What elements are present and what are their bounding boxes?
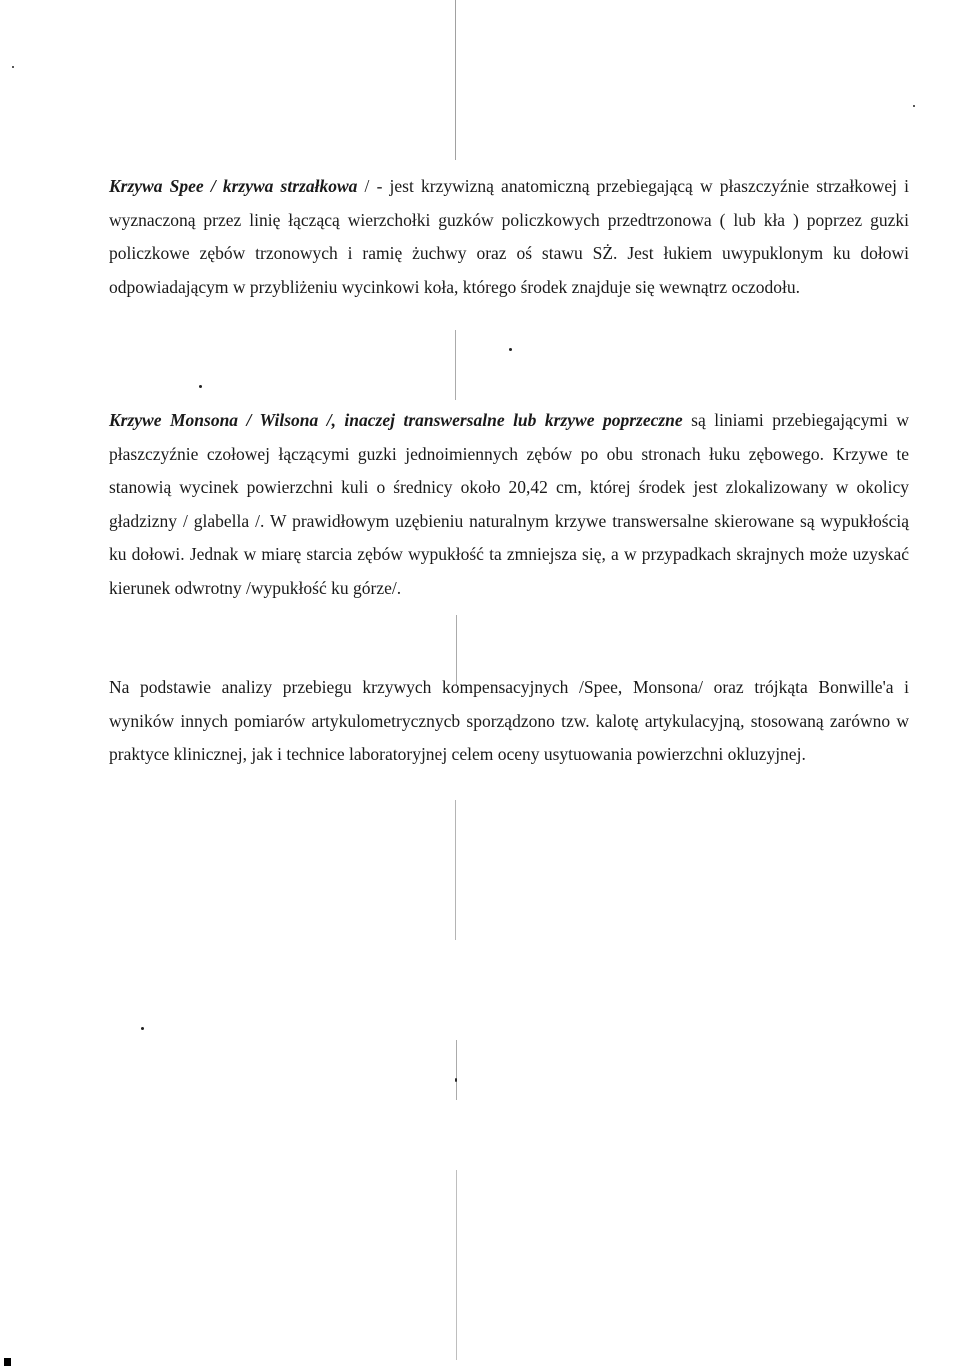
- paragraph-monsona: [109, 404, 909, 605]
- scan-artifact-dot: [141, 1027, 144, 1030]
- paragraph-text: są liniami przebiegającymi w płaszczyźnie czołowej łączącymi guzki jednoimiennych zębów po obu stronach łuku zębowego. Krzywe te stanowią wycinek powierzchni kuli o średnicy około 20,42 cm, której środek jest zlokalizowany w okolicy gładzizny / glabella /. W prawidłowym uzębieniu naturalnym krzywe transwersalne skierowane są wypukłością ku dołowi. Jednak w miarę starcia zębów wypukłość ta zmniejsza się, a w przypadkach skrajnych może uzyskać kierunek odwrotny /wypukłość ku górze/.: [109, 410, 909, 598]
- scan-artifact-line: [456, 1170, 457, 1360]
- scan-artifact-dot: [509, 348, 512, 351]
- scan-artifact-line: [455, 0, 456, 160]
- scan-artifact-dot: [12, 66, 14, 68]
- scan-corner-mark: [4, 1358, 11, 1366]
- scan-artifact-line: [455, 330, 456, 400]
- term-monsona: Krzywe Monsona / Wilsona /, inaczej transwersalne lub krzywe poprzeczne: [109, 410, 683, 430]
- paragraph-text: / - jest krzywizną anatomiczną przebiegającą w płaszczyźnie strzałkowej i wyznaczoną przez linię łączącą wierzchołki guzków policzkowych przedtrzonowa ( lub kła ) poprzez guzki policzkowe zębów trzonowych i ramię żuchwy oraz oś stawu SŻ. Jest łukiem uwypuklonym ku dołowi odpowiadającym w przybliżeniu wycinkowi koła, którego środek znajduje się wewnątrz oczodołu.: [109, 176, 909, 297]
- term-spee: Krzywa Spee / krzywa strzałkowa: [109, 176, 358, 196]
- scan-artifact-line: [455, 800, 456, 940]
- scan-artifact-line: [456, 1040, 457, 1100]
- paragraph-kalota: [109, 671, 909, 772]
- paragraph-text: Na podstawie analizy przebiegu krzywych kompensacyjnych /Spee, Monsona/ oraz trójkąta Bonwille'a i wyników innych pomiarów artykulometrycznycb sporządzono tzw. kalotę artykulacyjną, stosowaną zarówno w praktyce klinicznej, jak i technice laboratoryjnej celem oceny usytuowania powierzchni okluzyjnej.: [109, 677, 909, 764]
- scan-artifact-dot: [913, 105, 915, 107]
- scan-artifact-dot: [455, 1078, 457, 1082]
- scan-artifact-dot: [199, 385, 202, 388]
- paragraph-spee: [109, 170, 909, 304]
